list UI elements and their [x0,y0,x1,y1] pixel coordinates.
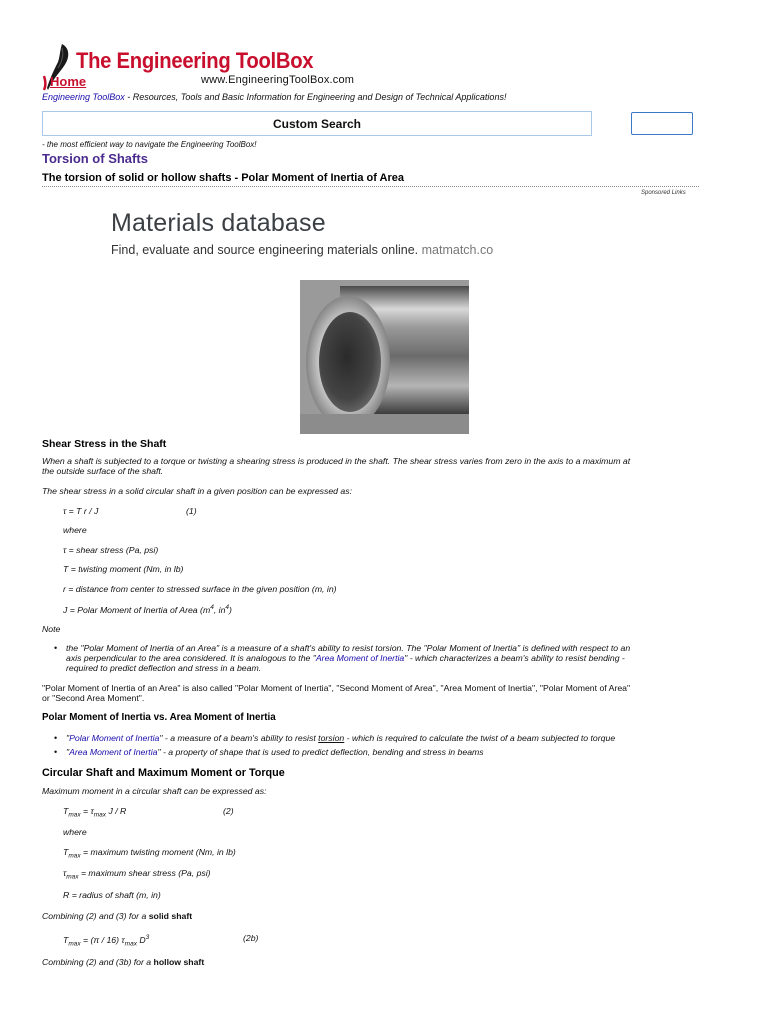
def-tau: τ = shear stress (Pa, psi) [63,545,159,555]
also-called-line2: or "Second Area Moment". [42,693,145,703]
def-tau-max: $\tau_{max}$ = maximum shear stress (Pa, psi) [63,868,211,881]
formula-2: $T_{max} = \tau_{max}$ J / R [63,806,127,819]
tagline-text: - Resources, Tools and Basic Information for Engineering and Design of Technical Applications! [124,92,507,102]
ad-link[interactable]: matmatch.co [421,243,494,257]
polar-vs-area-heading: Polar Moment of Inertia vs. Area Moment of Inertia [42,712,276,723]
where-label-1: where [63,525,87,535]
polar-moment-link[interactable]: Polar Moment of Inertia [69,733,160,743]
formula-2-number: (2) [223,806,234,816]
combining-hollow: Combining (2) and (3b) for a hollow shaft [42,957,205,967]
max-moment-intro: Maximum moment in a circular shaft can be expressed as: [42,786,267,796]
where-label-2: where [63,827,87,837]
custom-search-box[interactable] [42,111,592,136]
note-label: Note [42,624,61,634]
formula-2b: $T_{max} = (\pi / 16)$ $\tau_{max}$ $D^3$ [63,934,150,948]
ad-title[interactable]: Materials database [111,209,326,237]
also-called-line1: "Polar Moment of Inertia of an Area" is also called "Polar Moment of Inertia", "Second Moment of Area", "Area Moment of Inertia", "Polar Moment of Area" [42,683,631,693]
divider [42,186,699,187]
shear-stress-heading: Shear Stress in the Shaft [42,438,167,450]
shear-expression-intro: The shear stress in a solid circular shaft in a given position can be expressed as: [42,486,353,496]
custom-search-label: Custom Search [272,116,362,131]
home-link[interactable]: Home [50,74,87,89]
area-moment-link-1[interactable]: Area Moment of Inertia [315,653,405,663]
formula-1: τ = T r / J [63,506,99,516]
def-R: R = radius of shaft (m, in) [63,890,161,900]
nav-hint: - the most efficient way to navigate the Engineering ToolBox! [42,140,257,149]
def-r: r = distance from center to stressed surface in the given position (m, in) [63,584,337,594]
sponsored-links-label: Sponsored Links [641,190,686,196]
def-Tmax: $T_{max}$ = maximum twisting moment (Nm, in lb) [63,847,236,860]
area-moment-link-2[interactable]: Area Moment of Inertia [69,747,158,757]
search-button[interactable] [631,112,693,135]
def-T: T = twisting moment (Nm, in lb) [63,564,184,574]
shear-intro-line1: When a shaft is subjected to a torque or twisting a shearing stress is produced in the shaft. The shear stress varies from zero in the axis to a maximum at [42,456,631,466]
formula-2b-number: (2b) [243,933,259,943]
def-J: J = Polar Moment of Inertia of Area ($m^4$, $in^4$) [63,604,232,615]
site-logo-title[interactable]: The Engineering ToolBox [76,48,314,73]
torsion-link[interactable]: torsion [318,733,345,743]
area-bullet: • "Area Moment of Inertia" - a property of shape that is used to predict deflection, bending and stress in beams [66,747,484,757]
page-title: Torsion of Shafts [42,151,148,166]
shear-intro-line2: the outside surface of the shaft. [42,466,164,476]
page-subtitle: The torsion of solid or hollow shafts - Polar Moment of Inertia of Area [42,172,405,184]
site-url: www.EngineeringToolBox.com [201,74,355,86]
combining-solid: Combining (2) and (3) for a solid shaft [42,911,193,921]
circular-shaft-heading: Circular Shaft and Maximum Moment or Torque [42,767,285,779]
ad-description-text: Find, evaluate and source engineering materials online. [111,243,419,257]
site-tagline [42,92,506,102]
ad-description[interactable] [111,243,493,257]
toolbox-home-link[interactable]: Engineering ToolBox [42,92,125,102]
formula-1-number: (1) [186,506,197,516]
polar-bullet: • "Polar Moment of Inertia" - a measure of a beam's ability to resist torsion - which is required to calculate the twist of a beam subjected to torque [66,733,615,743]
hollow-shaft-image [300,280,469,434]
note-bullet: • the "Polar Moment of Inertia of an Area" is a measure of a shaft's ability to resist torsion. The "Polar Moment of Inertia" is defined with respect to an axis perpendicular to the area considered. It is analogous to the "Area Moment of Inertia" - which characterizes a beam's ability to resist bending - required to predict deflection and stress in a beam. [66,643,630,673]
